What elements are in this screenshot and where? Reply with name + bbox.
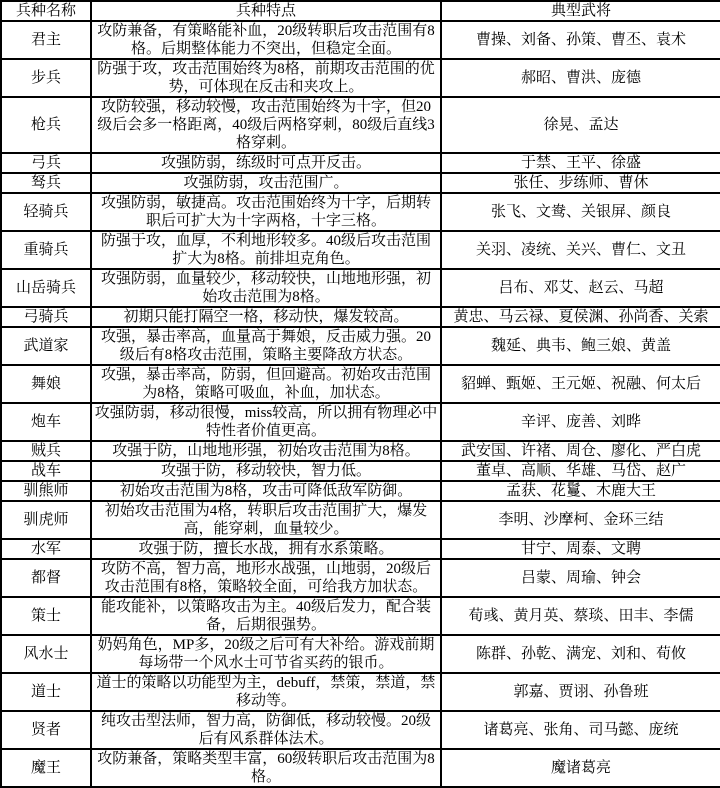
unit-traits-cell: 攻防兼备，有策略能补血，20级转职后攻击范围有8格。后期整体能力不突出，但稳定全面。 [91, 21, 441, 59]
unit-generals-cell: 辛评、庞善、刘晔 [441, 403, 720, 441]
unit-generals-cell: 甘宁、周泰、文聘 [441, 539, 720, 559]
unit-generals-cell: 武安国、许褚、周仓、廖化、严白虎 [441, 441, 720, 461]
unit-name-cell: 都督 [1, 559, 91, 597]
table-row [1, 539, 720, 559]
unit-generals-cell: 诸葛亮、张角、司马懿、庞统 [441, 711, 720, 749]
unit-traits-cell: 攻防较强，移动较慢，攻击范围始终为十字，但20级后会多一格距离，40级后两格穿刺，80级后直线3格穿刺。 [91, 97, 441, 153]
unit-traits-cell: 攻强防弱，血量较少，移动较快，山地地形强，初始攻击范围为8格。 [91, 269, 441, 307]
unit-generals-cell: 吕蒙、周瑜、钟会 [441, 559, 720, 597]
unit-traits-cell: 初期只能打隔空一格，移动快，爆发较高。 [91, 307, 441, 327]
unit-name-cell: 弓骑兵 [1, 307, 91, 327]
unit-generals-cell: 李明、沙摩柯、金环三结 [441, 501, 720, 539]
table-row [1, 749, 720, 787]
unit-generals-cell: 关羽、凌统、关兴、曹仁、文丑 [441, 231, 720, 269]
unit-traits-cell: 攻防兼备，策略类型丰富，60级转职后攻击范围为8格。 [91, 749, 441, 787]
table-row [1, 365, 720, 403]
table-row [1, 635, 720, 673]
table-row [1, 327, 720, 365]
table-row [1, 307, 720, 327]
unit-name-cell: 弓兵 [1, 153, 91, 173]
unit-generals-cell: 黄忠、马云禄、夏侯渊、孙尚香、关索 [441, 307, 720, 327]
unit-generals-cell: 吕布、邓艾、赵云、马超 [441, 269, 720, 307]
unit-name-cell: 水军 [1, 539, 91, 559]
table-row [1, 59, 720, 97]
unit-name-cell: 君主 [1, 21, 91, 59]
unit-generals-cell: 于禁、王平、徐盛 [441, 153, 720, 173]
unit-traits-cell: 攻强防弱，敏捷高。攻击范围始终为十字，后期转职后可扩大为十字两格，十字三格。 [91, 193, 441, 231]
unit-traits-cell: 攻强，暴击率高，防弱，但回避高。初始攻击范围为8格，策略可吸血，补血，加状态。 [91, 365, 441, 403]
unit-name-cell: 驯虎师 [1, 501, 91, 539]
unit-name-cell: 战车 [1, 461, 91, 481]
unit-name-cell: 枪兵 [1, 97, 91, 153]
unit-name-cell: 武道家 [1, 327, 91, 365]
unit-generals-cell: 陈群、孙乾、满宠、刘和、荀攸 [441, 635, 720, 673]
unit-generals-cell: 貂蝉、甄姬、王元姬、祝融、何太后 [441, 365, 720, 403]
table-row [1, 481, 720, 501]
unit-name-cell: 道士 [1, 673, 91, 711]
unit-generals-cell: 孟获、花鬘、木鹿大王 [441, 481, 720, 501]
unit-name-cell: 魔王 [1, 749, 91, 787]
unit-name-cell: 贤者 [1, 711, 91, 749]
column-header-unit-traits: 兵种特点 [91, 1, 441, 21]
unit-generals-cell: 郝昭、曹洪、庞德 [441, 59, 720, 97]
unit-generals-cell: 董卓、高顺、华雄、马岱、赵广 [441, 461, 720, 481]
unit-name-cell: 重骑兵 [1, 231, 91, 269]
unit-generals-cell: 荀彧、黄月英、蔡琰、田丰、李儒 [441, 597, 720, 635]
unit-traits-cell: 攻强防弱，移动很慢，miss较高，所以拥有物理必中特性者价值更高。 [91, 403, 441, 441]
header-row [1, 1, 720, 21]
unit-traits-cell: 攻强于防，擅长水战，拥有水系策略。 [91, 539, 441, 559]
unit-traits-cell: 攻强防弱，攻击范围广。 [91, 173, 441, 193]
unit-generals-cell: 徐晃、孟达 [441, 97, 720, 153]
table-row [1, 673, 720, 711]
column-header-unit-name: 兵种名称 [1, 1, 91, 21]
table-row [1, 173, 720, 193]
unit-name-cell: 山岳骑兵 [1, 269, 91, 307]
unit-traits-cell: 防强于攻，血厚，不利地形较多。40级后攻击范围扩大为8格。前排坦克角色。 [91, 231, 441, 269]
table-row [1, 711, 720, 749]
unit-name-cell: 驯熊师 [1, 481, 91, 501]
unit-generals-cell: 魏延、典韦、鲍三娘、黄盖 [441, 327, 720, 365]
unit-generals-cell: 魔诸葛亮 [441, 749, 720, 787]
table-row [1, 193, 720, 231]
table-row [1, 597, 720, 635]
unit-traits-cell: 初始攻击范围为8格，攻击可降低敌军防御。 [91, 481, 441, 501]
unit-traits-cell: 奶妈角色，MP多，20级之后可有大补给。游戏前期每场带一个风水士可节省买药的银币。 [91, 635, 441, 673]
unit-generals-cell: 郭嘉、贾诩、孙鲁班 [441, 673, 720, 711]
unit-name-cell: 风水士 [1, 635, 91, 673]
unit-name-cell: 贼兵 [1, 441, 91, 461]
unit-name-cell: 轻骑兵 [1, 193, 91, 231]
table-row [1, 21, 720, 59]
table-row [1, 269, 720, 307]
unit-generals-cell: 张任、步练师、曹休 [441, 173, 720, 193]
unit-name-cell: 步兵 [1, 59, 91, 97]
unit-traits-cell: 攻强防弱，练级时可点开反击。 [91, 153, 441, 173]
column-header-typical-generals: 典型武将 [441, 1, 720, 21]
unit-table-body [1, 21, 720, 787]
unit-traits-cell: 攻强于防，山地地形强，初始攻击范围为8格。 [91, 441, 441, 461]
unit-generals-cell: 曹操、刘备、孙策、曹丕、袁术 [441, 21, 720, 59]
table-row [1, 231, 720, 269]
unit-name-cell: 策士 [1, 597, 91, 635]
unit-traits-cell: 初始攻击范围为4格，转职后攻击范围扩大，爆发高，能穿刺，血量较少。 [91, 501, 441, 539]
table-row [1, 403, 720, 441]
unit-traits-cell: 道士的策略以功能型为主，debuff，禁策，禁道，禁移动等。 [91, 673, 441, 711]
unit-name-cell: 舞娘 [1, 365, 91, 403]
unit-name-cell: 炮车 [1, 403, 91, 441]
unit-traits-cell: 能攻能补，以策略攻击为主。40级后发力，配合装备，后期很强势。 [91, 597, 441, 635]
unit-generals-cell: 张飞、文鸯、关银屏、颜良 [441, 193, 720, 231]
table-row [1, 153, 720, 173]
unit-traits-cell: 攻强于防，移动较快，智力低。 [91, 461, 441, 481]
unit-traits-cell: 攻防不高，智力高，地形水战强，山地弱，20级后攻击范围有8格，策略较全面，可给我方加状态。 [91, 559, 441, 597]
unit-name-cell: 驽兵 [1, 173, 91, 193]
unit-traits-cell: 攻强，暴击率高，血量高于舞娘，反击威力强。20级后有8格攻击范围，策略主要降敌方状态。 [91, 327, 441, 365]
unit-traits-cell: 纯攻击型法师，智力高，防御低，移动较慢。20级后有风系群体法术。 [91, 711, 441, 749]
table-row [1, 501, 720, 539]
table-row [1, 461, 720, 481]
unit-traits-cell: 防强于攻，攻击范围始终为8格，前期攻击范围的优势，可体现在反击和夹攻上。 [91, 59, 441, 97]
table-row [1, 441, 720, 461]
table-row [1, 97, 720, 153]
table-row [1, 559, 720, 597]
